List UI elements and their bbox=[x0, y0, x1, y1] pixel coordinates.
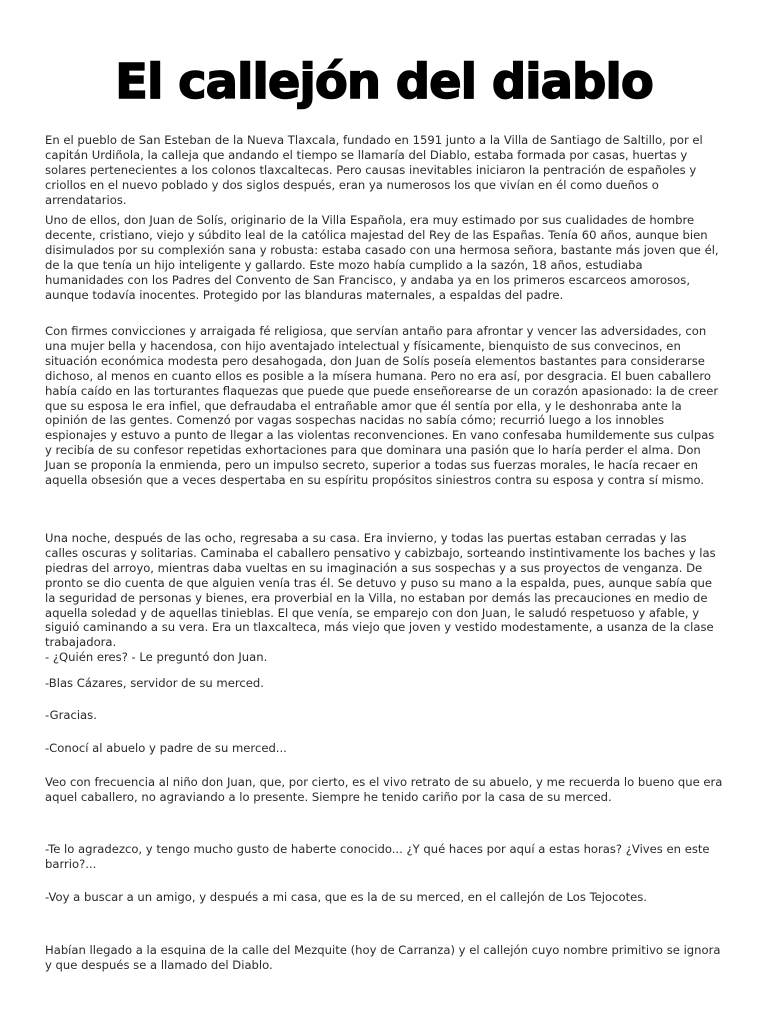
dialogue-line: -Gracias. bbox=[45, 708, 97, 722]
paragraph-text: Uno de ellos, don Juan de Solís, originario de la Villa Española, era muy estimado por sus cualidades de hombre decente, cristiano, viejo y súbdito leal de la católica majestad del Rey de las Españas. Tenía 60 años, aunque bien disimulados por su complexión sana y robusta: estaba casado con una hermosa señora, bastante más joven que él, de la que tenía un hijo inteligente y gallardo. Este mozo había cumplido a la sazón, 18 años, estudiaba humanidades con los Padres del Convento de San Francisco, y andaba ya en los primeros escarceos amorosos, aunque todavía inocentes. Protegido por las blanduras maternales, a espaldas del padre. bbox=[45, 213, 719, 302]
paragraph-5 bbox=[45, 775, 723, 805]
dialogue-line: -Voy a buscar a un amigo, y después a mi casa, que es la de su merced, en el callejón de Los Tejocotes. bbox=[45, 890, 647, 904]
paragraph-text: Una noche, después de las ocho, regresaba a su casa. Era invierno, y todas las puertas estaban cerradas y las calles oscuras y solitarias. Caminaba el caballero pensativo y cabizbajo, sorteando instintivamente los baches y las piedras del arroyo, mientras daba vueltas en su imaginación a sus sospechas y a sus proyectos de venganza. De pronto se dio cuenta de que alguien venía tras él. Se detuvo y puso su mano a la espalda, pues, aunque sabía que la seguridad de personas y bienes, era proverbial en la Villa, no estaban por demás las precauciones en medio de aquella soledad y de aquellas tinieblas. El que venía, se emparejo con don Juan, le saludó respetuoso y afable, y siguió caminando a su vera. Era un tlaxcalteca, más viejo que joven y vestido modestamente, a usanza de la clase trabajadora. bbox=[45, 531, 716, 650]
paragraph-4 bbox=[45, 531, 723, 665]
paragraph-1 bbox=[45, 133, 723, 208]
dialogue-1 bbox=[45, 676, 723, 691]
dialogue-line: - ¿Quién eres? - Le preguntó don Juan. bbox=[45, 650, 268, 665]
paragraph-text: Con firmes convicciones y arraigada fé religiosa, que servían antaño para afrontar y vencer las adversidades, con una mujer bella y hacendosa, con hijo aventajado intelectual y físicamente, bienquisto de sus convecinos, en situación económica modesta pero desahogada, don Juan de Solís poseía elementos bastantes para considerarse dichoso, al menos en cuanto ellos es posible a la mísera humana. Pero no era así, por desgracia. El buen caballero había caído en las torturantes flaquezas que puede que puede enseñorearse de un corazón apasionado: la de creer que su esposa le era infiel, que defraudaba el entrañable amor que él sentía por ella, y le deshonraba ante la opinión de las gentes. Comenzó por vagas sospechas nacidas no sabía cómo; recurrió luego a los innobles espionajes y estuvo a punto de llegar a las violentas reconvenciones. En vano confesaba humildemente sus culpas y recibía de su confesor repetidas exhortaciones para que dominara una pasión que lo haría perder el alma. Don Juan se proponía la enmienda, pero un impulso secreto, superior a todas sus fuerzas morales, le hacía recaer en aquella obsesión que a veces despertaba en su espíritu propósitos siniestros contra su esposa y contra sí mismo. bbox=[45, 324, 719, 488]
paragraph-text: En el pueblo de San Esteban de la Nueva Tlaxcala, fundado en 1591 junto a la Villa de Santiago de Saltillo, por el capitán Urdiñola, la calleja que andando el tiempo se llamaría del Diablo, estaba formada por casas, huertas y solares pertenecientes a los colonos tlaxcaltecas. Pero causas inevitables iniciaron la pentración de españoles y criollos en el nuevo poblado y dos siglos después, eran ya numerosos los que vivían en él como dueños o arrendatarios. bbox=[45, 133, 703, 207]
dialogue-2 bbox=[45, 708, 723, 723]
paragraph-3 bbox=[45, 324, 723, 488]
dialogue-line: -Te lo agradezco, y tengo mucho gusto de haberte conocido... ¿Y qué haces por aquí a estas horas? ¿Vives en este barrio?... bbox=[45, 842, 710, 871]
dialogue-line: -Conocí al abuelo y padre de su merced... bbox=[45, 741, 287, 755]
dialogue-line: -Blas Cázares, servidor de su merced. bbox=[45, 676, 264, 690]
paragraph-text: Habían llegado a la esquina de la calle del Mezquite (hoy de Carranza) y el callejón cuyo nombre primitivo se ignora y que después se a llamado del Diablo. bbox=[45, 943, 721, 972]
paragraph-2 bbox=[45, 213, 723, 302]
dialogue-3 bbox=[45, 741, 723, 756]
dialogue-5 bbox=[45, 890, 723, 905]
dialogue-4 bbox=[45, 842, 723, 872]
paragraph-6 bbox=[45, 943, 723, 973]
paragraph-text: Veo con frecuencia al niño don Juan, que, por cierto, es el vivo retrato de su abuelo, y me recuerda lo bueno que era aquel caballero, no agraviando a lo presente. Siempre he tenido cariño por la casa de su merced. bbox=[45, 775, 723, 804]
document-title: El callejón del diablo bbox=[115, 54, 653, 110]
